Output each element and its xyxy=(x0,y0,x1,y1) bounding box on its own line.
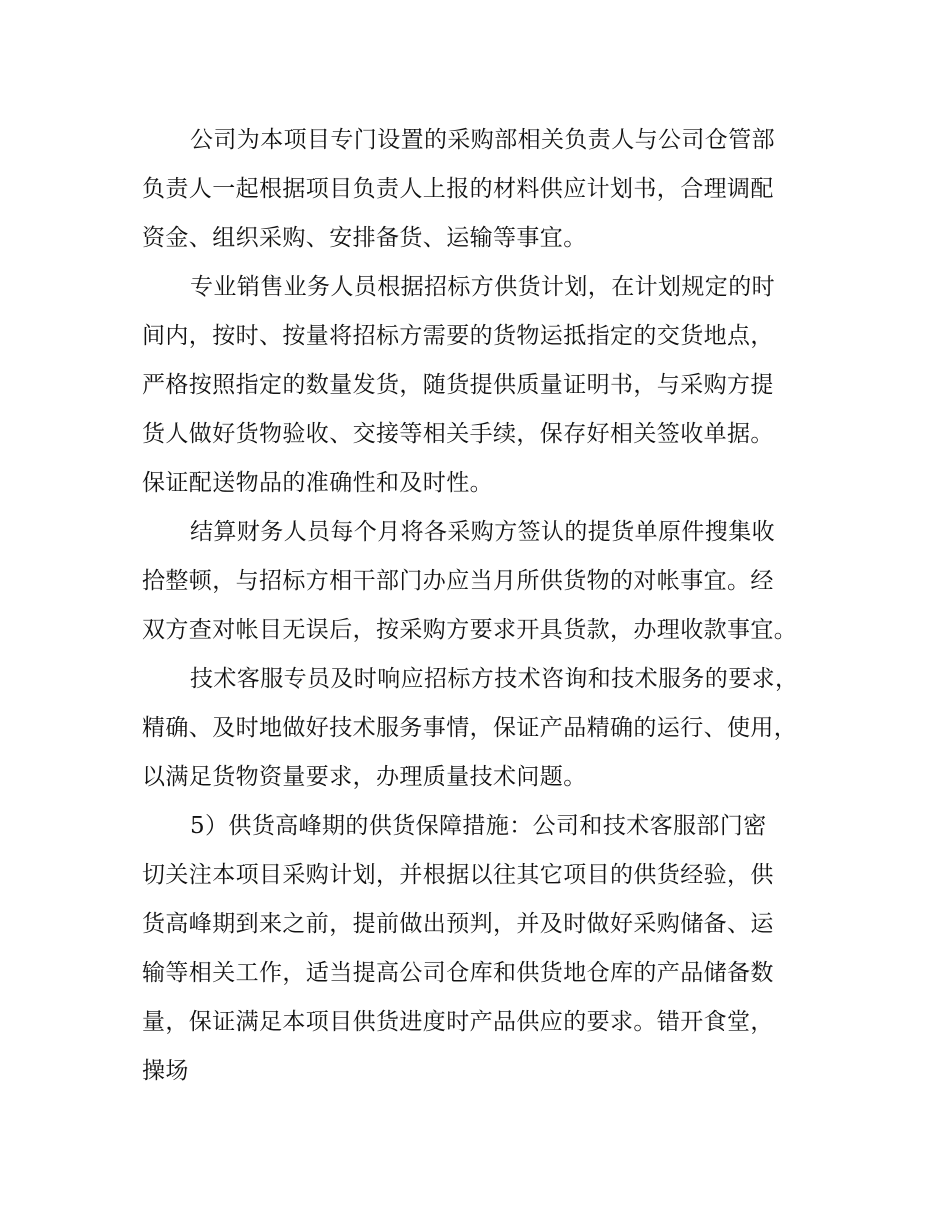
line-text: 货人做好货物验收、交接等相关手续，保存好相关签收单据。 xyxy=(142,421,774,447)
paragraph-line xyxy=(142,361,817,410)
paragraph-line xyxy=(142,949,817,998)
paragraph-line xyxy=(142,165,817,214)
line-text: 货高峰期到来之前，提前做出预判，并及时做好采购储备、运 xyxy=(142,911,774,937)
paragraph-line xyxy=(142,312,817,361)
line-text: 量，保证满足本项目供货进度时产品供应的要求。错开食堂， xyxy=(142,1009,774,1035)
paragraph-line xyxy=(142,410,817,459)
paragraph-line xyxy=(142,900,817,949)
paragraph-first-line xyxy=(142,802,817,851)
line-text: 负责人一起根据项目负责人上报的材料供应计划书，合理调配 xyxy=(142,176,774,202)
paragraph-first-line xyxy=(142,508,817,557)
paragraph-line xyxy=(142,214,817,263)
line-text: 结算财务人员每个月将各采购方签认的提货单原件搜集收 xyxy=(190,519,775,545)
paragraph-first-line xyxy=(142,263,817,312)
line-text: 操场 xyxy=(142,1058,189,1084)
paragraph-line xyxy=(142,1047,817,1096)
paragraph-line xyxy=(142,851,817,900)
line-text: 公司为本项目专门设置的采购部相关负责人与公司仓管部 xyxy=(190,127,775,153)
line-text: 间内，按时、按量将招标方需要的货物运抵指定的交货地点， xyxy=(142,323,774,349)
paragraph-line xyxy=(142,557,817,606)
paragraph-line xyxy=(142,459,817,508)
paragraph-first-line xyxy=(142,116,817,165)
line-text: 保证配送物品的准确性和及时性。 xyxy=(142,470,493,496)
line-text: 输等相关工作，适当提高公司仓库和供货地仓库的产品储备数 xyxy=(142,960,774,986)
paragraph-line xyxy=(142,998,817,1047)
line-text: 5）供货高峰期的供货保障措施：公司和技术客服部门密 xyxy=(190,813,767,839)
line-text: 严格按照指定的数量发货，随货提供质量证明书，与采购方提 xyxy=(142,372,774,398)
line-text: 精确、及时地做好技术服务事情，保证产品精确的运行、使用， xyxy=(142,715,798,741)
paragraph-line xyxy=(142,606,817,655)
line-text: 切关注本项目采购计划，并根据以往其它项目的供货经验，供 xyxy=(142,862,774,888)
paragraph-line xyxy=(142,753,817,802)
line-text: 双方查对帐目无误后，按采购方要求开具货款，办理收款事宜。 xyxy=(142,617,798,643)
paragraph-line xyxy=(142,704,817,753)
line-text: 拾整顿，与招标方相干部门办应当月所供货物的对帐事宜。经 xyxy=(142,568,774,594)
paragraph-first-line xyxy=(142,655,817,704)
line-text: 专业销售业务人员根据招标方供货计划，在计划规定的时 xyxy=(190,274,775,300)
line-text: 技术客服专员及时响应招标方技术咨询和技术服务的要求， xyxy=(190,666,799,692)
line-text: 以满足货物资量要求，办理质量技术问题。 xyxy=(142,764,587,790)
line-text: 资金、组织采购、安排备货、运输等事宜。 xyxy=(142,225,587,251)
document-body xyxy=(142,116,817,1096)
